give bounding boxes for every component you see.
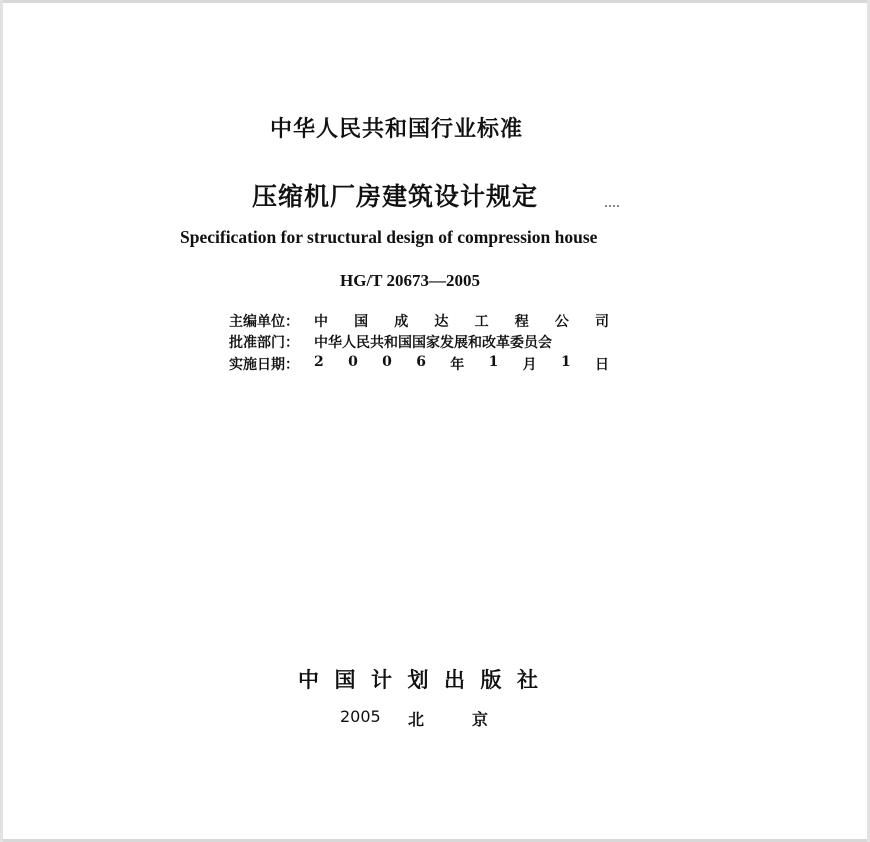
scan-speck [605, 205, 619, 207]
editor-line [229, 311, 609, 331]
glyph: 社 [517, 668, 538, 692]
document-title-english: Specification for structural design of compression house [180, 227, 598, 247]
glyph: 0 [382, 354, 392, 370]
glyph: 公 [554, 314, 569, 330]
glyph: 京 [471, 710, 488, 729]
glyph: 版 [480, 668, 502, 692]
glyph: 月 [522, 357, 537, 373]
glyph: 计 [371, 668, 392, 692]
approver-value: 中华人民共和国国家发展和改革委员会 [314, 335, 552, 351]
glyph: 2 [314, 354, 324, 370]
standard-series-heading: 中华人民共和国行业标准 [270, 116, 524, 142]
approver-line [229, 332, 609, 352]
effective-date-label: 实施日期： [229, 357, 299, 373]
glyph: 北 [408, 710, 425, 729]
glyph: 国 [334, 668, 356, 692]
glyph: 日 [595, 357, 609, 373]
publication-city [408, 707, 488, 730]
editor-value [314, 311, 609, 331]
glyph: 6 [416, 354, 426, 370]
approver-label: 批准部门： [229, 335, 299, 351]
editor-label: 主编单位： [229, 314, 299, 330]
glyph: 达 [434, 314, 449, 330]
glyph: 1 [560, 354, 571, 370]
glyph: 中 [314, 314, 328, 330]
publisher-name [298, 664, 538, 694]
glyph: 工 [474, 314, 489, 330]
glyph: 中 [298, 668, 319, 692]
glyph: 划 [407, 668, 429, 692]
publication-year: 2005 [340, 707, 381, 726]
scan-edge-left [0, 0, 3, 842]
document-title-chinese: 压缩机厂房建筑设计规定 [252, 182, 539, 211]
standard-code: HG/T 20673—2005 [340, 271, 480, 290]
glyph: 出 [444, 668, 465, 692]
effective-date-value [314, 354, 609, 374]
glyph: 程 [514, 314, 529, 330]
glyph: 司 [594, 314, 609, 330]
glyph: 年 [450, 357, 465, 373]
effective-date-line [229, 354, 609, 374]
glyph: 国 [354, 314, 369, 330]
glyph: 0 [348, 354, 358, 370]
glyph: 成 [394, 314, 409, 330]
scan-edge-top [0, 0, 870, 3]
glyph: 1 [488, 354, 499, 370]
